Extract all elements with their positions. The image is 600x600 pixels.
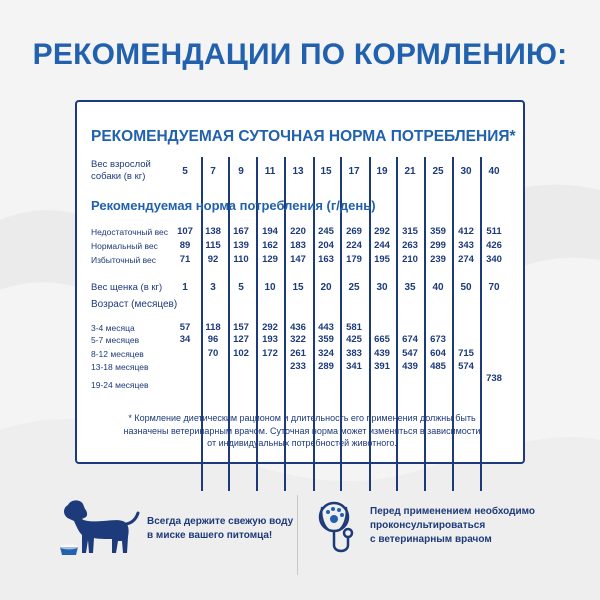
puppy-cell: 96 — [207, 334, 219, 345]
adult-cell: 263 — [402, 240, 418, 251]
adult-weight-header: 15 — [320, 166, 332, 177]
puppy-cell: 715 — [458, 348, 474, 359]
adult-weight-header: 19 — [376, 166, 388, 177]
adult-cell: 220 — [290, 226, 306, 237]
puppy-cell: 292 — [262, 322, 278, 333]
adult-cell: 183 — [290, 240, 306, 251]
divider — [297, 495, 298, 575]
adult-weight-header: 30 — [460, 166, 472, 177]
adult-cell: 299 — [430, 240, 446, 251]
puppy-weight-header: 50 — [460, 282, 472, 293]
puppy-cell: 341 — [346, 361, 362, 372]
puppy-cell: 70 — [207, 348, 219, 359]
adult-cell: 269 — [346, 226, 362, 237]
adult-cell: 244 — [374, 240, 390, 251]
adult-weight-header: 40 — [488, 166, 500, 177]
adult-weight-header: 25 — [432, 166, 444, 177]
puppy-weight-header: 70 — [488, 282, 500, 293]
adult-cell: 147 — [290, 254, 306, 265]
vet-tip-line: Перед применением необходимо — [370, 506, 535, 517]
adult-weight-header: 13 — [292, 166, 304, 177]
adult-cell: 138 — [205, 226, 221, 237]
adult-cell: 274 — [458, 254, 474, 265]
puppy-weight-header: 30 — [376, 282, 388, 293]
puppy-cell: 172 — [262, 348, 278, 359]
puppy-cell: 193 — [262, 334, 278, 345]
puppy-cell: 738 — [486, 373, 502, 384]
adult-weight-header: 11 — [264, 166, 276, 177]
puppy-cell: 391 — [374, 361, 390, 372]
adult-cell: 511 — [486, 226, 502, 237]
puppy-cell: 233 — [290, 361, 306, 372]
puppy-cell: 485 — [430, 361, 446, 372]
footnote — [77, 412, 527, 450]
puppy-cell: 443 — [318, 322, 334, 333]
vet-tip — [370, 505, 535, 547]
water-tip — [147, 515, 293, 543]
vet-tip-line: с ветеринарным врачом — [370, 534, 492, 545]
puppy-cell: 34 — [179, 334, 191, 345]
puppy-cell: 439 — [374, 348, 390, 359]
puppy-cell: 383 — [346, 348, 362, 359]
adult-cell: 224 — [346, 240, 362, 251]
puppy-row-label: 3-4 месяца — [91, 323, 135, 333]
puppy-cell: 673 — [430, 334, 446, 345]
stethoscope-paw-icon — [318, 497, 366, 561]
puppy-weight-header: 40 — [432, 282, 444, 293]
footnote-line: назначены ветеринарным врачом. Суточная норма может изменяться в зависимости — [123, 425, 481, 436]
adult-weight-header: 5 — [182, 166, 188, 177]
table-title: РЕКОМЕНДУЕМАЯ СУТОЧНАЯ НОРМА ПОТРЕБЛЕНИЯ* — [91, 128, 516, 145]
adult-cell: 426 — [486, 240, 502, 251]
adult-cell: 107 — [177, 226, 193, 237]
adult-cell: 239 — [430, 254, 446, 265]
adult-cell: 115 — [205, 240, 221, 251]
puppy-weight-header: 3 — [210, 282, 216, 293]
puppy-cell: 261 — [290, 348, 306, 359]
puppy-row-label: 13-18 месяцев — [91, 362, 149, 372]
puppy-weight-header: 1 — [182, 282, 188, 293]
puppy-cell: 674 — [402, 334, 418, 345]
puppy-age-label: Возраст (месяцев) — [91, 299, 178, 310]
puppy-cell: 604 — [430, 348, 446, 359]
puppy-weight-header: 20 — [320, 282, 332, 293]
puppy-weight-header: 10 — [264, 282, 276, 293]
adult-cell: 359 — [430, 226, 446, 237]
adult-cell: 179 — [346, 254, 362, 265]
puppy-cell: 359 — [318, 334, 334, 345]
puppy-cell: 581 — [346, 322, 362, 333]
puppy-cell: 665 — [374, 334, 390, 345]
adult-cell: 129 — [262, 254, 278, 265]
adult-cell: 163 — [318, 254, 334, 265]
adult-cell: 89 — [179, 240, 191, 251]
adult-weight-header: 17 — [348, 166, 360, 177]
adult-weight-header: 21 — [404, 166, 416, 177]
puppy-weight-header: 25 — [348, 282, 360, 293]
puppy-cell: 118 — [205, 322, 221, 333]
adult-cell: 340 — [486, 254, 502, 265]
puppy-cell: 57 — [179, 322, 191, 333]
adult-cell: 210 — [402, 254, 418, 265]
puppy-cell: 439 — [402, 361, 418, 372]
puppy-row-label: 5-7 месяцев — [91, 335, 140, 345]
page-title: РЕКОМЕНДАЦИИ ПО КОРМЛЕНИЮ: — [32, 38, 568, 71]
adult-cell: 195 — [374, 254, 390, 265]
water-tip-line: в миске вашего питомца! — [147, 530, 273, 541]
adult-cell: 292 — [374, 226, 390, 237]
adult-row-label: Избыточный вес — [91, 255, 156, 265]
adult-weight-label: Вес взрослой собаки (в кг) — [91, 159, 151, 182]
puppy-cell: 574 — [458, 361, 474, 372]
adult-cell: 204 — [318, 240, 334, 251]
adult-cell: 92 — [207, 254, 219, 265]
puppy-row-label: 8-12 месяцев — [91, 349, 144, 359]
puppy-weight-header: 5 — [238, 282, 244, 293]
adult-section-title: Рекомендуемая норма потребления (г/день) — [91, 198, 376, 213]
water-tip-line: Всегда держите свежую воду — [147, 516, 294, 527]
adult-cell: 139 — [233, 240, 249, 251]
adult-weight-header: 9 — [238, 166, 244, 177]
puppy-weight-header: 15 — [292, 282, 304, 293]
puppy-cell: 425 — [346, 334, 362, 345]
dog-with-bowl-icon — [58, 497, 143, 559]
puppy-cell: 102 — [233, 348, 249, 359]
adult-cell: 110 — [233, 254, 249, 265]
adult-cell: 245 — [318, 226, 334, 237]
puppy-row-label: 19-24 месяцев — [91, 380, 149, 390]
puppy-weight-label: Вес щенка (в кг) — [91, 282, 163, 293]
adult-row-label: Недостаточный вес — [91, 227, 169, 237]
puppy-cell: 289 — [318, 361, 334, 372]
vet-tip-line: проконсультироваться — [370, 520, 486, 531]
puppy-cell: 322 — [290, 334, 306, 345]
footnote-line: * Кормление диетическим рационом и длительность его применения должны быть — [128, 413, 476, 423]
puppy-cell: 324 — [318, 348, 334, 359]
adult-row-label: Нормальный вес — [91, 241, 158, 251]
adult-cell: 71 — [179, 254, 191, 265]
puppy-cell: 547 — [402, 348, 418, 359]
puppy-weight-header: 35 — [404, 282, 416, 293]
puppy-cell: 157 — [233, 322, 249, 333]
adult-cell: 162 — [262, 240, 278, 251]
adult-cell: 194 — [262, 226, 278, 237]
footnote-line: от индивидуальных потребностей животного. — [207, 438, 397, 448]
adult-weight-header: 7 — [210, 166, 216, 177]
feeding-table-card — [75, 100, 525, 464]
puppy-cell: 436 — [290, 322, 306, 333]
adult-cell: 412 — [458, 226, 474, 237]
puppy-cell: 127 — [233, 334, 249, 345]
adult-cell: 343 — [458, 240, 474, 251]
adult-cell: 167 — [233, 226, 249, 237]
adult-cell: 315 — [402, 226, 418, 237]
